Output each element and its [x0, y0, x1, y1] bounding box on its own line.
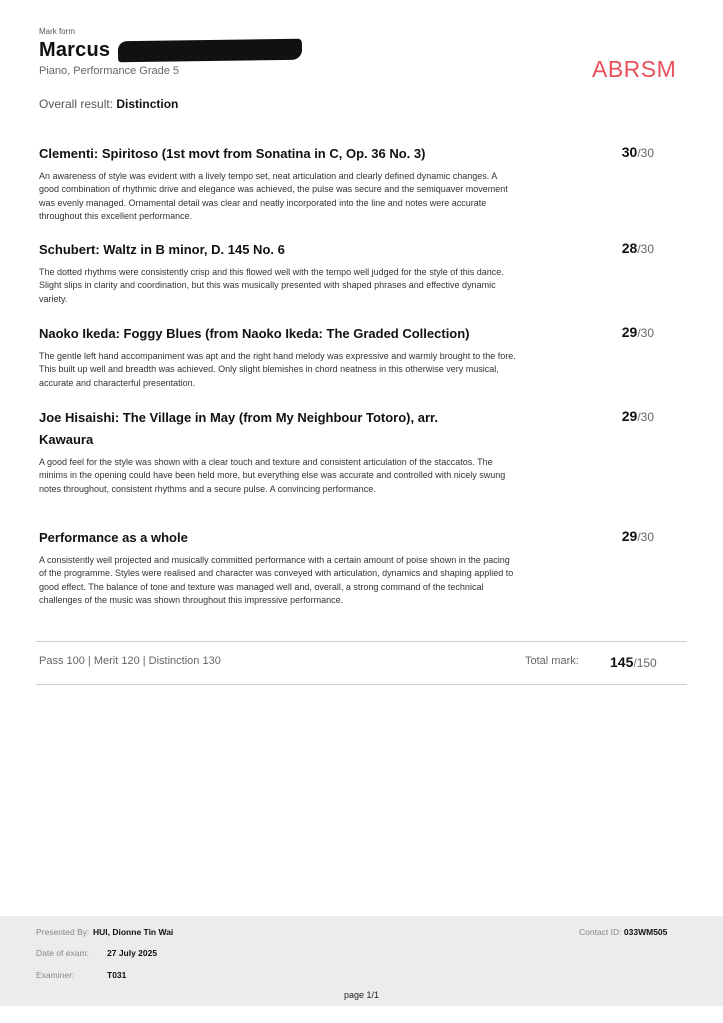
total-mark-label: Total mark: [525, 655, 579, 667]
piece-section [39, 323, 659, 390]
piece-score: 30 [621, 144, 638, 160]
overall-result-value: Distinction [116, 97, 179, 111]
examiner-label: Examiner: [36, 970, 75, 980]
grade-thresholds: Pass 100 | Merit 120 | Distinction 130 [39, 655, 221, 667]
piece-max: /30 [637, 410, 654, 424]
exam-date-label: Date of exam: [36, 948, 89, 958]
exam-date-value: 27 July 2025 [107, 948, 158, 958]
total-mark [610, 654, 657, 670]
page-number: page 1/1 [343, 990, 380, 1000]
piece-section [39, 239, 659, 306]
form-kicker: Mark form [39, 27, 75, 36]
piece-score: 28 [621, 240, 638, 256]
overall-result-label: Overall result: [39, 97, 114, 111]
contact-id-value: 033WM505 [623, 927, 668, 937]
piece-title: Clementi: Spiritoso (1st movt from Sonatina in C, Op. 36 No. 3) [39, 146, 426, 161]
piece-mark [622, 528, 654, 544]
piece-mark [622, 324, 654, 340]
piece-max: /30 [637, 146, 654, 160]
overall-result [39, 97, 178, 111]
piece-section [39, 143, 659, 224]
examiner-value: T031 [107, 970, 127, 980]
piece-comment: A good feel for the style was shown with a clear touch and texture and consistent articulation of the staccatos. The minims in the opening could have been held more, but everything else was accurate and controlled with nicely swung notes throughout, consistent rhythms and a secure pulse. A convincing performance. [39, 457, 506, 494]
presented-by-row [36, 927, 174, 937]
candidate-name-row [39, 39, 110, 63]
divider [36, 641, 687, 642]
redaction-mark [118, 39, 302, 63]
contact-id-label: Contact ID: [579, 927, 622, 937]
piece-mark [622, 240, 654, 256]
candidate-name: Marcus [39, 39, 111, 61]
piece-title: Performance as a whole [39, 530, 188, 545]
piece-comment: An awareness of style was evident with a lively tempo set, neat articulation and clearly defined dynamic changes. A good combination of rhythmic drive and elegance was achieved, the pulse was secure and the semiquaver movement was evenly managed. Ornamental detail was clear and neatly incorporated into the line and notes were accurate throughout this excellent performance. [39, 171, 508, 222]
piece-comment: The dotted rhythms were consistently crisp and this flowed well with the tempo well judged for the style of this dance. Slight slips in clarity and coordination, but this was musically presented with shaped phrases and effective dynamic variety. [39, 267, 504, 304]
piece-title: Schubert: Waltz in B minor, D. 145 No. 6 [39, 242, 285, 257]
exam-subject: Piano, Performance Grade 5 [39, 65, 180, 77]
piece-max: /30 [637, 242, 654, 256]
piece-section [39, 527, 659, 608]
piece-max: /30 [637, 530, 654, 544]
presented-by-label: Presented By: [36, 927, 90, 937]
piece-title: Joe Hisaishi: The Village in May (from My Neighbour Totoro), arr. Kawaura [39, 410, 438, 447]
contact-id [579, 927, 667, 937]
examiner-row [36, 970, 127, 980]
piece-comment: The gentle left hand accompaniment was apt and the right hand melody was expressive and warmly brought to the fore. This built up well and breadth was achieved. Only slight blemishes in chord neatness in this otherwise very musical, accurate and characterful presentation. [39, 351, 516, 388]
piece-mark [622, 408, 654, 424]
piece-score: 29 [621, 324, 638, 340]
piece-score: 29 [621, 408, 638, 424]
total-max: /150 [633, 656, 657, 670]
total-score: 145 [610, 654, 634, 670]
abrsm-logo: ABRSM [592, 56, 677, 82]
piece-mark [622, 144, 654, 160]
piece-title: Naoko Ikeda: Foggy Blues (from Naoko Ikeda: The Graded Collection) [39, 326, 470, 341]
piece-score: 29 [621, 528, 638, 544]
divider [36, 684, 687, 685]
piece-comment: A consistently well projected and musically committed performance with a certain amount of poise shown in the pacing of the programme. Styles were realised and character was conveyed with articulation, dynamics and shaping applied to good effect. The balance of tone and texture was managed well and, overall, a strong command of the technical challenges of the music was shown throughout this impressive performance. [39, 555, 514, 606]
presented-by-value: HUI, Dionne Tin Wai [93, 927, 174, 937]
piece-section [39, 407, 659, 496]
exam-date-row [36, 948, 158, 958]
piece-max: /30 [637, 326, 654, 340]
